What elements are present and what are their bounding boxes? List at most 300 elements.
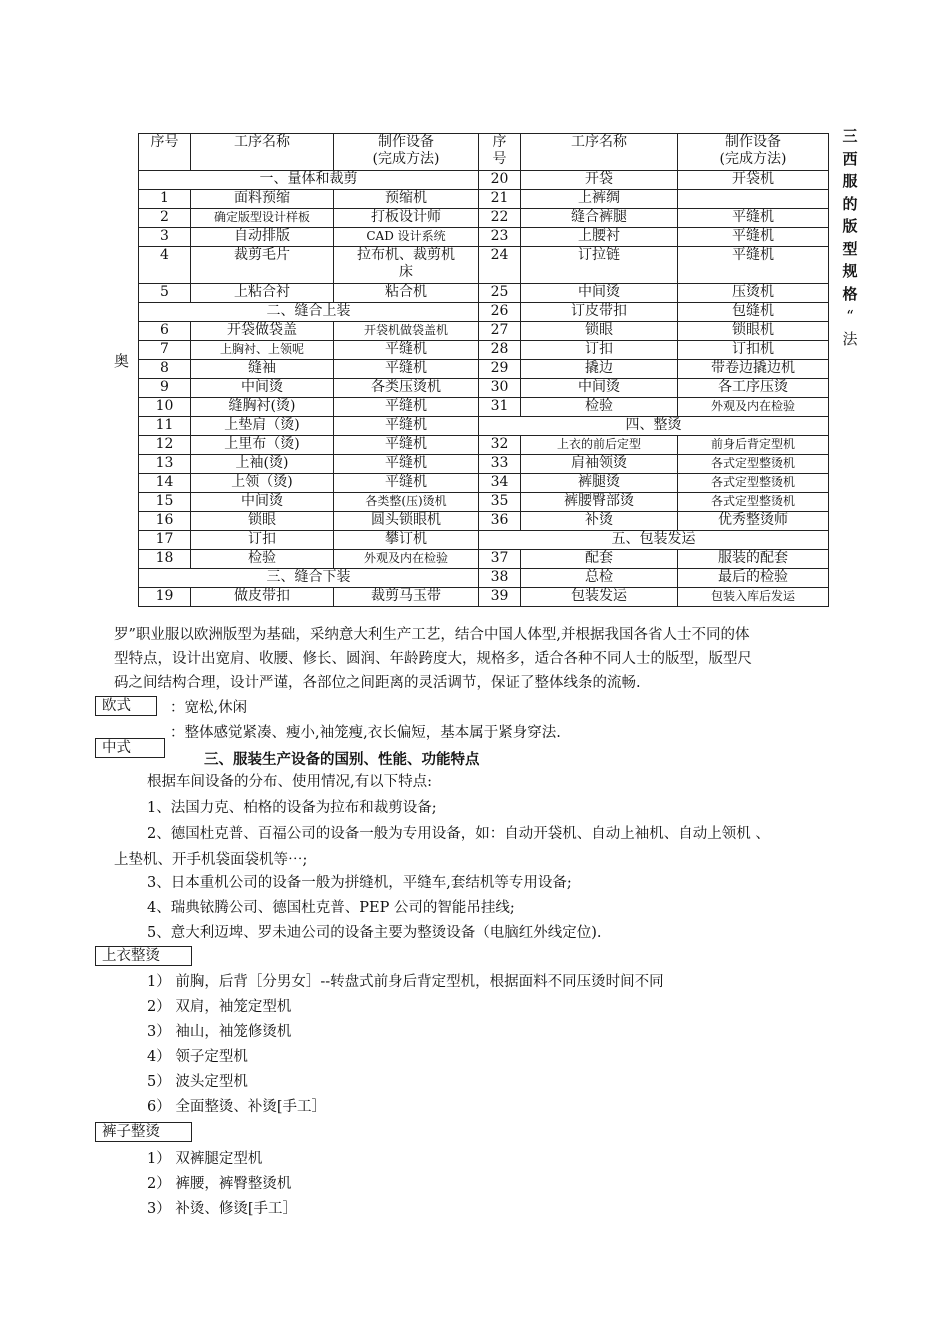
table-cell <box>479 493 521 512</box>
cell-text: 平缝机 <box>732 247 774 263</box>
table-cell <box>139 190 191 209</box>
table-cell <box>521 190 678 209</box>
cell-text: 缝袖 <box>248 360 276 376</box>
table-cell <box>334 398 479 417</box>
header-line: (完成方法) <box>372 151 440 167</box>
table-cell <box>479 228 521 247</box>
cell-text: 21 <box>490 190 509 206</box>
header-line: 序 <box>492 134 507 150</box>
cell-text: 肩袖领烫 <box>571 455 627 471</box>
table-cell <box>334 190 479 209</box>
table-cell <box>191 550 334 569</box>
cell-text: 开袋机做袋盖机 <box>363 323 448 337</box>
cell-text: 打板设计师 <box>371 209 441 225</box>
cell-text: 中间烫 <box>241 379 283 395</box>
cell-text: 7 <box>160 341 169 357</box>
table-cell <box>678 209 829 228</box>
header-line: 制作设备 <box>725 134 781 150</box>
table-cell <box>479 588 521 607</box>
vertical-title <box>840 125 860 350</box>
table-cell <box>139 398 191 417</box>
table-cell <box>678 322 829 341</box>
table-row <box>139 512 829 531</box>
cell-text: 裤腰臀部烫 <box>564 493 634 509</box>
table-cell <box>521 512 678 531</box>
section-cell: 三、缝合下装 <box>139 569 479 588</box>
cell-text: 上里布（烫) <box>224 436 300 452</box>
pants-ironing-item: 3） 补烫、修烫[手工］ <box>147 1201 297 1217</box>
cell-text: 中间烫 <box>578 379 620 395</box>
table-header-cell <box>479 134 521 171</box>
table-cell <box>334 436 479 455</box>
upper-ironing-item: 3） 袖山，袖笼修烫机 <box>147 1024 292 1040</box>
table-row <box>139 436 829 455</box>
section3-line: 3、日本重机公司的设备一般为拼缝机，平缝车,套结机等专用设备; <box>147 875 572 891</box>
table-cell <box>191 228 334 247</box>
table-cell <box>334 360 479 379</box>
cell-text: 平缝机 <box>385 474 427 490</box>
cell-text: 上领（烫) <box>231 474 293 490</box>
cell-text: 外观及内在检验 <box>710 399 795 413</box>
cell-text: 36 <box>490 512 509 528</box>
cell-text: 检验 <box>248 550 276 566</box>
table-cell <box>191 588 334 607</box>
table-cell <box>139 341 191 360</box>
cell-text: 22 <box>490 209 509 225</box>
table-cell <box>191 531 334 550</box>
table-cell <box>191 190 334 209</box>
cell-text: 30 <box>490 379 509 395</box>
table-row <box>139 588 829 607</box>
intro-line: 罗”职业服以欧洲版型为基础，采纳意大利生产工艺，结合中国人体型,并根据我国各省人士不同的体 <box>114 627 750 643</box>
table-cell <box>334 455 479 474</box>
header-line: 号 <box>492 151 507 167</box>
cell-text: 开袋机 <box>732 171 774 187</box>
table-cell <box>139 209 191 228</box>
table-cell <box>521 247 678 284</box>
cell-text: 各类压烫机 <box>371 379 441 395</box>
table-cell <box>334 379 479 398</box>
euro-style-label: 欧式 <box>95 696 157 716</box>
table-cell <box>334 550 479 569</box>
table-header-cell <box>678 134 829 171</box>
table-row <box>139 474 829 493</box>
cell-text: 19 <box>155 588 174 604</box>
cell-text: 25 <box>490 284 509 300</box>
china-style-text: ：整体感觉紧凑、瘦小,袖笼瘦,衣长偏短，基本属于紧身穿法. <box>170 725 561 741</box>
cell-text: 缝合裤腿 <box>571 209 627 225</box>
table-cell <box>678 436 829 455</box>
header-line: 序号 <box>150 134 179 150</box>
table-cell <box>521 588 678 607</box>
table-cell <box>479 284 521 303</box>
table-row <box>139 379 829 398</box>
cell-text: 13 <box>155 455 174 471</box>
table-cell <box>678 588 829 607</box>
table-cell <box>479 322 521 341</box>
cell-text: 带卷边撬边机 <box>711 360 795 376</box>
table-header-row <box>139 134 829 171</box>
table-cell <box>521 228 678 247</box>
cell-text: 上裤绸 <box>578 190 620 206</box>
table-cell <box>678 341 829 360</box>
table-cell <box>521 284 678 303</box>
cell-text: 35 <box>490 493 509 509</box>
cell-text: 粘合机 <box>385 284 427 300</box>
cell-text: 预缩机 <box>385 190 427 206</box>
section-cell: 一、量体和裁剪 <box>139 171 479 190</box>
cell-text: 配套 <box>585 550 613 566</box>
section3-line: 5、意大利迈埤、罗未迪公司的设备主要为整烫设备（电脑红外线定位). <box>147 925 602 941</box>
table-cell <box>139 417 191 436</box>
cell-text: 锁眼 <box>248 512 276 528</box>
section-cell: 二、缝合上装 <box>139 303 479 322</box>
table-cell <box>479 341 521 360</box>
cell-text: 11 <box>155 417 174 433</box>
table-row <box>139 284 829 303</box>
cell-text: 平缝机 <box>385 417 427 433</box>
upper-ironing-item: 6） 全面整烫、补烫[手工］ <box>147 1099 326 1115</box>
cell-text: 28 <box>490 341 509 357</box>
table-cell <box>479 398 521 417</box>
cell-text: 各工序压烫 <box>718 379 788 395</box>
cell-text: 15 <box>155 493 174 509</box>
table-cell <box>678 474 829 493</box>
table-row <box>139 303 829 322</box>
table-cell <box>191 341 334 360</box>
cell-text: 上胸衬、上领呢 <box>219 342 304 356</box>
table-cell <box>191 209 334 228</box>
upper-ironing-label: 上衣整烫 <box>95 946 192 966</box>
cell-text: 开袋做袋盖 <box>227 322 297 338</box>
table-cell <box>521 550 678 569</box>
process-table <box>138 133 829 607</box>
table-cell <box>678 550 829 569</box>
side-char: 奥 <box>114 352 130 370</box>
vertical-title-char: 版 <box>842 217 858 235</box>
cell-text: 38 <box>490 569 509 585</box>
cell-text: 订扣机 <box>732 341 774 357</box>
cell-text: 拉布机、裁剪机 <box>357 247 455 263</box>
section3-line: 根据车间设备的分布、使用情况,有以下特点: <box>147 774 432 790</box>
table-cell <box>334 531 479 550</box>
upper-ironing-item: 2） 双肩，袖笼定型机 <box>147 999 292 1015</box>
table-row <box>139 531 829 550</box>
cell-text: 29 <box>490 360 509 376</box>
table-row <box>139 398 829 417</box>
cell-text: 外观及内在检验 <box>363 551 448 565</box>
cell-text: 20 <box>490 171 509 187</box>
table-cell <box>334 284 479 303</box>
vertical-title-char: 服 <box>842 172 858 190</box>
cell-text: CAD 设计系统 <box>366 229 446 243</box>
table-cell <box>334 588 479 607</box>
cell-text: 包缝机 <box>732 303 774 319</box>
pants-ironing-item: 1） 双裤腿定型机 <box>147 1151 263 1167</box>
table-cell <box>139 550 191 569</box>
table-cell <box>521 398 678 417</box>
cell-text: 压烫机 <box>732 284 774 300</box>
vertical-title-char: 的 <box>842 194 858 213</box>
cell-text: 4 <box>160 247 169 263</box>
table-cell <box>139 455 191 474</box>
cell-text: 订皮带扣 <box>571 303 627 319</box>
intro-line: 型特点，设计出宽肩、收腰、修长、圆润、年龄跨度大，规格多，适合各种不同人士的版型，版型尺 <box>114 651 752 667</box>
section-cell: 五、包装发运 <box>479 531 829 550</box>
table-cell <box>678 228 829 247</box>
cell-text: 39 <box>490 588 509 604</box>
cell-text: 平缝机 <box>385 341 427 357</box>
table-cell <box>521 569 678 588</box>
cell-text: 裤腿烫 <box>578 474 620 490</box>
upper-ironing-item: 5） 波头定型机 <box>147 1074 248 1090</box>
cell-text: 8 <box>160 360 169 376</box>
table-cell <box>139 379 191 398</box>
vertical-title-char: 格 <box>842 284 858 303</box>
table-cell <box>521 303 678 322</box>
table-cell <box>678 190 829 209</box>
table-cell <box>479 209 521 228</box>
table-cell <box>479 379 521 398</box>
cell-text: 平缝机 <box>385 398 427 414</box>
table-cell <box>479 436 521 455</box>
table-cell <box>678 284 829 303</box>
cell-text: 包装入库后发运 <box>710 589 795 603</box>
cell-text: 中间烫 <box>578 284 620 300</box>
cell-text: 17 <box>155 531 174 547</box>
table-cell <box>521 171 678 190</box>
cell-text: 检验 <box>585 398 613 414</box>
table-cell <box>521 436 678 455</box>
header-line: 制作设备 <box>378 134 434 150</box>
table-cell <box>191 322 334 341</box>
table-cell <box>678 171 829 190</box>
cell-text: 27 <box>490 322 509 338</box>
cell-text: 平缝机 <box>732 228 774 244</box>
upper-ironing-item: 1） 前胸，后背［分男女］--转盘式前身后背定型机，根据面料不同压烫时间不同 <box>147 974 664 990</box>
cell-text: 上粘合衬 <box>234 284 290 300</box>
table-cell <box>521 360 678 379</box>
vertical-title-char: 三 <box>842 127 858 145</box>
table-cell <box>479 360 521 379</box>
cell-text: 10 <box>155 398 174 414</box>
upper-ironing-item: 4） 领子定型机 <box>147 1049 248 1065</box>
vertical-title-char: “ <box>846 307 854 325</box>
cell-text: 订扣 <box>248 531 276 547</box>
table-cell <box>191 247 334 284</box>
table-cell <box>139 493 191 512</box>
cell-text: 上衣的前后定型 <box>556 437 641 451</box>
table-header-cell <box>521 134 678 171</box>
table-row <box>139 247 829 284</box>
cell-text: 12 <box>155 436 174 452</box>
cell-text: 面料预缩 <box>234 190 290 206</box>
cell-text: 34 <box>490 474 509 490</box>
cell-text: 各式定型整烫机 <box>710 475 795 489</box>
table-cell <box>334 417 479 436</box>
cell-text: 16 <box>155 512 174 528</box>
table-cell <box>191 512 334 531</box>
table-cell <box>479 190 521 209</box>
table-row <box>139 360 829 379</box>
cell-text: 开袋 <box>585 171 613 187</box>
table-row <box>139 209 829 228</box>
table-row <box>139 417 829 436</box>
cell-text: 最后的检验 <box>718 569 788 585</box>
cell-text: 各式定型整烫机 <box>710 494 795 508</box>
table-header-cell <box>334 134 479 171</box>
table-cell <box>521 341 678 360</box>
cell-text: 平缝机 <box>385 455 427 471</box>
pants-ironing-item: 2） 裤腰，裤臀整烫机 <box>147 1176 292 1192</box>
cell-text: 上腰衬 <box>578 228 620 244</box>
table-cell <box>334 474 479 493</box>
cell-text: 14 <box>155 474 174 490</box>
cell-text: 裁剪马玉带 <box>371 588 441 604</box>
cell-text: 包装发运 <box>571 588 627 604</box>
table-cell <box>479 512 521 531</box>
table-row <box>139 455 829 474</box>
table-row <box>139 190 829 209</box>
cell-text: 缝胸衬(烫) <box>228 398 296 414</box>
cell-text: 9 <box>160 379 169 395</box>
header-line: 工序名称 <box>571 134 627 150</box>
table-cell <box>191 436 334 455</box>
table-cell <box>521 322 678 341</box>
table-cell <box>191 417 334 436</box>
cell-text: 6 <box>160 322 169 338</box>
cell-text: 上垫肩（烫) <box>224 417 300 433</box>
cell-text: 圆头锁眼机 <box>371 512 441 528</box>
cell-text: 23 <box>490 228 509 244</box>
section-cell: 四、整烫 <box>479 417 829 436</box>
table-cell <box>139 284 191 303</box>
cell-text: 各式定型整烫机 <box>710 456 795 470</box>
header-line: (完成方法) <box>719 151 787 167</box>
cell-text: 优秀整烫师 <box>718 512 788 528</box>
vertical-title-char: 规 <box>842 262 858 280</box>
table-cell <box>139 322 191 341</box>
table-cell <box>479 474 521 493</box>
table-row <box>139 322 829 341</box>
table-row <box>139 569 829 588</box>
cell-text: 攀订机 <box>385 531 427 547</box>
table-cell <box>334 341 479 360</box>
section3-line: 上垫机、开手机袋面袋机等⋯; <box>114 852 308 868</box>
table-cell <box>479 455 521 474</box>
cell-text: 37 <box>490 550 509 566</box>
cell-text: 锁眼 <box>585 322 613 338</box>
cell-text: 5 <box>160 284 169 300</box>
table-cell <box>191 493 334 512</box>
table-cell <box>479 171 521 190</box>
section3-line: 1、法国力克、柏格的设备为拉布和裁剪设备; <box>147 800 437 816</box>
cell-text: 18 <box>155 550 174 566</box>
section3-heading: 三、服装生产设备的国别、性能、功能特点 <box>204 752 480 768</box>
table-header-cell <box>139 134 191 171</box>
table-cell <box>678 303 829 322</box>
cell-text: 平缝机 <box>732 209 774 225</box>
table-cell <box>678 512 829 531</box>
cell-text: 床 <box>399 264 413 280</box>
table-cell <box>334 493 479 512</box>
table-cell <box>334 209 479 228</box>
cell-text: 自动排版 <box>234 228 290 244</box>
cell-text: 32 <box>490 436 509 452</box>
table-cell <box>139 474 191 493</box>
table-cell <box>479 550 521 569</box>
table-row <box>139 228 829 247</box>
cell-text: 补烫 <box>585 512 613 528</box>
vertical-title-char: 法 <box>842 329 858 348</box>
cell-text: 3 <box>160 228 169 244</box>
section3-line: 2、德国杜克普、百福公司的设备一般为专用设备，如：自动开袋机、自动上袖机、自动上领机 、 <box>147 826 770 842</box>
table-cell <box>521 474 678 493</box>
cell-text: 前身后背定型机 <box>710 437 795 451</box>
table-cell <box>139 588 191 607</box>
cell-text: 各类整(压)烫机 <box>365 494 447 508</box>
table-cell <box>334 512 479 531</box>
table-cell <box>678 569 829 588</box>
table-cell <box>678 247 829 284</box>
vertical-title-char: 西 <box>842 149 858 168</box>
cell-text: 裁剪毛片 <box>234 247 290 263</box>
table-cell <box>334 322 479 341</box>
table-cell <box>334 247 479 284</box>
vertical-title-char: 型 <box>842 239 858 258</box>
intro-paragraph <box>114 623 752 695</box>
china-style-label: 中式 <box>95 738 165 758</box>
cell-text: 中间烫 <box>241 493 283 509</box>
table-cell <box>479 303 521 322</box>
table-row <box>139 341 829 360</box>
cell-text: 订拉链 <box>578 247 620 263</box>
cell-text: 总检 <box>585 569 613 585</box>
cell-text: 服装的配套 <box>718 550 788 566</box>
table-cell <box>139 360 191 379</box>
cell-text: 2 <box>160 209 169 225</box>
table-cell <box>678 493 829 512</box>
header-line: 工序名称 <box>234 134 290 150</box>
cell-text: 26 <box>490 303 509 319</box>
cell-text: 确定版型设计样板 <box>213 210 310 224</box>
table-cell <box>191 379 334 398</box>
table-cell <box>678 360 829 379</box>
cell-text: 24 <box>490 247 509 263</box>
table-cell <box>139 512 191 531</box>
table-cell <box>191 360 334 379</box>
table-cell <box>191 284 334 303</box>
cell-text: 1 <box>160 190 169 206</box>
table-row <box>139 171 829 190</box>
table-cell <box>191 474 334 493</box>
table-cell <box>521 209 678 228</box>
table-cell <box>521 493 678 512</box>
cell-text: 做皮带扣 <box>234 588 290 604</box>
table-cell <box>139 436 191 455</box>
cell-text: 锁眼机 <box>732 322 774 338</box>
cell-text: 平缝机 <box>385 436 427 452</box>
cell-text: 平缝机 <box>385 360 427 376</box>
cell-text: 上袖(烫) <box>235 455 289 471</box>
table-cell <box>191 455 334 474</box>
table-cell <box>191 398 334 417</box>
table-cell <box>139 228 191 247</box>
table-cell <box>678 398 829 417</box>
table-header-cell <box>191 134 334 171</box>
table-cell <box>678 379 829 398</box>
process-table-body <box>139 134 829 607</box>
